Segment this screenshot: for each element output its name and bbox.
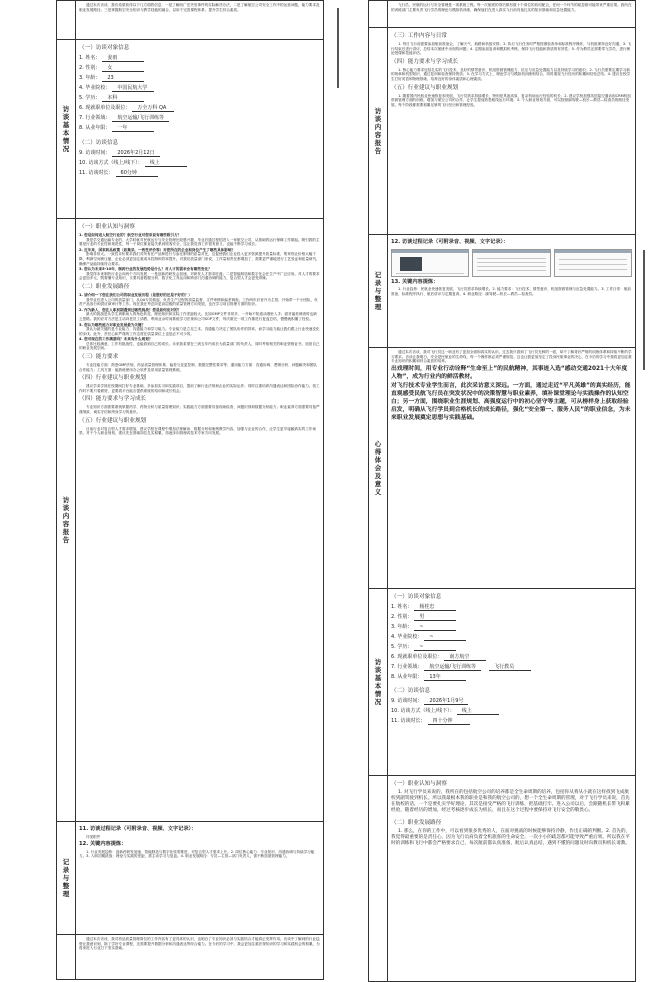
answer: 1. 对飞行学员来说的，我所在的包括航空公司的培养都是全生命周期的培养，包括你从将从小就在这样找到飞成航校到副驾驶到机长。所以我最根本我的职业是和我的航空公司的，想一个全生命周期的管理，对于飞行学员来说，首先在航校的话，一个是要扎实学好理论，其次是接受严格的飞行训练，把基础打牢。进入公司以后，会跟随机长带飞积累经验，随着经历的增加，经过考核逐步成长为机长，而且在这个过程中要保持对飞行安全的敬畏心。	[391, 790, 630, 813]
answer: 我觉得未来制药行业会向两个方向发展：一是创新药研发会加速，对研发人才需求旺盛；二是智能制造和数字化会在生产中广泛应用。对人才的要求会更加多元，既要懂专业知识，又要具备数据分析、数字化工具运用和跨部门沟通协调的能力，复合型人才会更受青睐。	[79, 271, 320, 281]
field-label: 11. 访谈时长：	[391, 717, 426, 724]
screenshot-row	[391, 249, 632, 277]
answer: 目前行业对复合型人才需求增加，建议学校在课程中增加法规解读、数据分析和案例教学内容，加强与企业的合作，让学生更早接触真实的工作场景。对于个人职业规划，建议先在基础岗位扎实积累，再逐步向管理或技术专家方向发展。	[79, 426, 316, 436]
section-heading: （一）职业认知与洞察	[79, 224, 135, 230]
answer: 我认为最关键的是专业能力、沟通能力和学习能力。专业能力是立足之本，沟通能力决定了团队协作的效率，而学习能力能让我们跟上行业快速变化的步伐。此外，责任心和严谨的工作态度在质量岗位上也是必不可少的。	[79, 327, 320, 336]
right-intro-label-cell	[369, 1, 388, 27]
left-intro-label-cell	[57, 1, 76, 39]
field-value: 航空运输/飞行训练等	[112, 115, 169, 123]
field-label: 3. 年龄：	[391, 623, 413, 630]
question: 2. 近年来，国家药品政策（如集采、一致性评价等）对您所在的企业和岗位产生了哪些具体影响？	[79, 247, 236, 252]
field-label: 2. 性别：	[79, 64, 101, 71]
right-basic-section	[368, 589, 636, 776]
answer: 影响非常大。一致性评价要求我们对所有在产品种进行与参比制剂的质量对比，这促使我们企业投入更多资源提升质量标准，集采则让价格大幅下降，利润空间被压缩，企业必须更加注重成本控制和效率提升。对我们质量部门来说，工作量和责任都增加了，需要更严谨地进行工艺验证和质量研究，确保产品能持续符合要求。	[79, 252, 320, 266]
field-value: 2026年1月9号	[424, 698, 468, 706]
field-employer	[391, 654, 632, 662]
field-years	[391, 674, 632, 682]
field-value: 女	[102, 65, 144, 73]
left-record-label: 记录与整理	[62, 858, 70, 898]
right-basic-label: 访谈基本情况	[374, 658, 382, 706]
field-label: 11. 访谈时长：	[79, 169, 114, 176]
left-intro-section	[56, 0, 324, 40]
field-years	[79, 125, 320, 133]
video-screenshot-1	[391, 249, 469, 277]
section-heading: （一）职业认知与洞察	[391, 781, 447, 787]
question: 1. 您是如何进入航空行业的？航空行业对您来说有哪些吸引力？	[79, 233, 182, 237]
record-text: 1. 行业趋势：民航业快速恢复发展，飞行员需求持续增长。2. 能力要求：飞行技术、情景意识、机组资源管理与应急处置能力。3. 工作日常：航前准备、标准程序执行、航后讲评与定期复训。4. 职业路径：副驾驶—机长—教员—检查员。	[391, 287, 631, 296]
answer: 专业知识方面需要系统掌握药学、药物分析与质量管理知识；实践能力方面需要具备现场检查、问题识别和数据分析能力；职业素养方面需要具备严谨细致、诚实守信和终身学习的意识。	[79, 405, 320, 415]
record-note: 详见附件	[86, 834, 101, 839]
right-intro-text: 飞行员，民航的运行与安全管理是一项系统工程。每一次航班的背后都有数十个岗位的协同配合，任何一个环节的疏忽都可能带来严重后果。我所在的训练部门主要负责飞行学员的理论与模拟机训练，确保他们在进入真实飞行前具备扎实的知识基础和应急处置能力。	[391, 3, 632, 12]
section-heading: （四）能力要求与学习成长	[391, 58, 459, 65]
right-obj-title: （一）访谈对象信息	[391, 594, 442, 600]
right-content-label-cell	[369, 28, 388, 234]
record-heading: 11. 访谈过程记录（可附录音、视频、文字记录）：	[79, 826, 197, 832]
feel-highlight	[391, 365, 632, 422]
right-content2-section	[368, 776, 636, 982]
left-content-label: 访谈内容报告	[62, 496, 70, 544]
field-value: 姜雨	[102, 55, 144, 63]
question: 2. 作为新人，您在入职初期遇到过哪些挑战？您是如何应对的？	[79, 307, 182, 312]
field-label: 9. 访谈时间：	[391, 697, 423, 704]
right-scrollbar[interactable]	[643, 250, 645, 370]
answer: 最大的挑战是从学生到职场人的角色转变，理论知识和实际工作差距较大。比如GMP文件非常多，一开始不知道从哪里入手；面对偏差调查时也缺乏思路。我的应对方法是主动向老员工请教，利用业余时间系统学习法规和公司SOP文件，每次做完一项工作都进行复盘总结，慢慢就积累了经验。	[79, 312, 317, 321]
record-heading: 12. 访谈过程记录（可附录音、视频、文字记录）：	[391, 239, 509, 245]
left-record-section	[56, 822, 324, 935]
field-value: 杨桂忠	[414, 604, 456, 612]
field-industry	[391, 664, 632, 672]
right-basic-label-cell	[369, 589, 388, 775]
field-value: 男	[414, 614, 456, 622]
field-value-role: 飞行教员	[489, 664, 531, 672]
field-school	[79, 85, 320, 93]
left-content-body	[76, 219, 323, 821]
field-label: 8. 从业年限：	[79, 124, 111, 131]
answer: 1. 随着国内民航业快速恢复和发展，飞行员需求持续增长，特别是具备高原、复杂机场运行经验的机长；2. 建议学校加强英语陆空通话和CRM机组资源管理方面的训练，增加与航空公司的合作，让学生提前熟悉航线运行环境；3. 个人职业规划方面，可以按照副驾驶—机长—教员—检查员的路径发展，每个阶段都需要积累足够的飞行经历和管理经验。	[391, 93, 631, 107]
field-degree	[79, 95, 320, 103]
field-degree	[391, 644, 632, 652]
left-basic-section	[56, 40, 324, 219]
field-label: 5. 学历：	[391, 643, 413, 650]
video-screenshot-2	[472, 249, 550, 277]
field-label: 4. 毕业院校：	[79, 84, 111, 91]
field-age	[391, 624, 632, 632]
left-content-section	[56, 219, 324, 822]
left-record-body	[76, 822, 323, 934]
section-heading: （二）职业发展路径	[79, 283, 130, 290]
field-employer	[79, 105, 320, 113]
field-label: 8. 从业年限：	[391, 673, 423, 680]
left-basic-body	[76, 40, 323, 218]
field-value: 60分钟	[116, 170, 158, 178]
right-content-section	[368, 28, 636, 235]
field-gender	[391, 614, 632, 622]
field-school	[391, 634, 632, 642]
left-basic-label-cell	[57, 40, 76, 218]
field-label: 1. 姓名：	[391, 603, 413, 610]
answer: 1. 核心能力要求包括扎实的飞行技术、良好的情景意识、机组资源管理能力、抗压与应急处置能力以及持续学习的意识；2. 飞行员需要定期学习新的规章和机型知识，通过复训和检查保持资质；3. 在学习方式上，理论学习与模拟机训练相结合，同时重视飞行经历的积累和经验总结；4. 建议在校学生打好英语和物理基础，培养良好的身体素质和心理素质。	[391, 67, 631, 81]
question: 3. 您认为未来5-10年，制药行业的发展趋势是什么？对人才的需求会有哪些变化？	[79, 267, 212, 272]
left-record-label-cell	[57, 822, 76, 934]
field-label: 7. 行业领域：	[391, 663, 423, 670]
field-label: 5. 学历：	[79, 94, 101, 101]
right-record-section	[368, 235, 636, 348]
answer: 我毕业后进入公司的质量部门，从QA专员做起，负责生产过程的质量监督、文件审核和偏差调查。工作两年后晋升为主管，开始带一个小团队，负责产品放行和供应商审计等工作。现在我在考虑向更高层级的质量管理方向发展，也在学习项目管理方面的知识。	[79, 297, 318, 307]
feel-bold-1: 出戏理时间，用专业行动诠释“生命至上”的民航精神，其事迹入选“感动交通2021十大年度人物”，成为行业内的鲜活教材。	[391, 365, 628, 380]
left-bottom-label-cell	[57, 935, 76, 979]
left-basic-label: 访谈基本情况	[62, 105, 70, 153]
answer: 1. 那么，在你的工作中，可以看到很多优秀的人，在面对挑战的时候能够保持冷静，作出正确的判断。2. 首先的，我觉得最重要的是责任心，因为飞行员肩负着全机旅客的生命安全，一次小小的疏忽都可能导致严重后果。所以我在平时的训练和飞行中都会严格要求自己，每次航前都认真准备，航后认真总结，遇到不懂的问题及时向教员和机长请教。	[391, 829, 631, 846]
field-label: 1. 姓名：	[79, 54, 101, 61]
section-heading: （四）行业建议与职业规划	[79, 375, 147, 382]
field-label: 3. 年龄：	[79, 74, 101, 81]
section-heading: （五）行业建议与职业规划	[391, 84, 459, 91]
field-label: 2. 性别：	[391, 613, 413, 620]
right-content-body	[388, 28, 635, 234]
field-value: 13年	[424, 674, 466, 682]
right-content-label: 访谈内容报告	[374, 107, 382, 155]
left-page-column	[56, 0, 324, 980]
question: 3. 您认为哪些能力对职业发展最为关键？	[79, 322, 146, 327]
field-value: 中国民航大学	[112, 85, 154, 93]
field-value: 南方航空	[444, 654, 486, 662]
field-value: 航空运输/飞行训练等	[424, 664, 481, 672]
record-text: 1. 行业发展趋势：创新药研发加速、智能制造与数字化转型推进，对复合型人才需求上升。2. 岗位核心能力：专业知识、沟通协调与持续学习能力。3. 入职初期挑战：理论与实践的差距，需主动学习与复盘。4. 职业发展路径：专员—主管—部门负责人，需不断拓展管理能力。	[79, 849, 315, 859]
question: 4. 您对现在的工作满意吗？未来有什么规划？	[79, 337, 153, 342]
left-intro-body	[76, 1, 323, 39]
answer: 专业技能方面：熟悉GMP法规、药品质量管理体系、偏差与变更控制、数据完整性要求等；通用能力方面：沟通协调、逻辑分析、问题解决和团队合作能力；工具方面：能熟练使用办公软件及常用质量管理系统。	[79, 363, 317, 372]
field-label: 10. 访谈方式（线上/线下）：	[79, 159, 143, 166]
right-feel-section	[368, 348, 636, 589]
field-value: ~	[414, 644, 456, 652]
field-label: 6. 现就职单位及职位：	[79, 104, 131, 111]
right-content2-label-cell	[369, 776, 388, 981]
left-bottom-body	[76, 935, 323, 979]
field-industry	[79, 115, 320, 123]
right-intro-body	[388, 1, 635, 27]
right-record-label: 记录与整理	[374, 271, 382, 311]
field-label: 7. 行业领域：	[79, 114, 111, 121]
right-intro-section	[368, 0, 636, 28]
field-age	[79, 75, 320, 83]
field-date	[79, 150, 320, 158]
section-heading: （三）能力要求	[79, 354, 119, 361]
field-label: 9. 访谈时间：	[79, 149, 111, 156]
left-bottom-text: 通过本次访谈，我对药品质量管理岗位的工作内容有了更具体的认识，也明白了专业知识必须与实践结合才能真正发挥作用。访谈中了解到的行业趋势让我意识到，除了学好专业课程，还需要提升数据分析和沟通表达等综合能力。在今后的学习中，我会更加注重法规知识的学习和实践机会的积累，为将来进入行业打下坚实基础。	[79, 937, 320, 951]
left-intro-text: 通过本次访谈，我们希望获得以下几方面的信息：一是了解西广岳突发事件的实际解决办法，二是了解航空公司安全工作中的运营问题，能力要求及职业发展路径；三是掌握航空安全知识与教学技能的融合，以用于完善课程体系，提升学生综合素质。	[79, 3, 320, 12]
right-content2-body	[388, 776, 635, 981]
answer: 总体比较满意，工作有挑战性，也能看到自己的成长。未来我希望在三到五年内成长为质量部门的负责人，同时考取相关的职业资格证书，拓宽自己的职业发展空间。	[79, 341, 320, 351]
field-duration	[79, 170, 320, 178]
record-heading: 12. 关键内容提炼：	[79, 841, 127, 848]
right-record-body	[388, 235, 635, 347]
feel-bold-2: 对飞行技术专业学生而言，此次采访意义深远。一方面，通过走近“平凡英雄”的真实经历，能直观感受民航飞行员在突发状况中的决策智慧与职业素养，填补课堂理论与实践操作的认知空白；另一方面，围绕职业生涯规划、高强度运行中的初心坚守等主题，可从榜样身上获取经验启发，明确从飞行学员到合格机长的成长路径，强化“安全第一、服务人民”的职业信念，为未来职业发展奠定思想与实践基础。	[391, 382, 631, 421]
answer: 1. 每日飞行前需要参加航前准备会，了解天气、航路和机组安排；2. 执行飞行任务时严格按照检查单和标准程序操作，与机组保持良好沟通；3. 飞行结束后进行讲评，总结本次航班中出现的问题；4. 定期参加复训和模拟机考核，保持飞行技能和资质的有效性；5. 作为教员还需要带飞学员，进行理论授课和技能评估。	[391, 42, 631, 56]
right-record-label-cell	[369, 235, 388, 347]
field-mode	[79, 160, 320, 168]
right-feel-label-cell	[369, 348, 388, 588]
left-bottom-section	[56, 935, 324, 980]
answer: 我是学交通运输专业的，大学时就对民航运行与安全管理比较感兴趣，毕业后通过校招进入一家航空公司，从基础的运行保障工作做起。吸引我的主要是行业的专业性和规范性，每一个岗位都直接关系到旅客安全，这让我觉得工作很有意义，也能不断学习成长。	[79, 237, 320, 247]
field-value: 万全万科 QA	[132, 105, 174, 113]
field-label: 10. 访谈方式（线上/线下）：	[391, 707, 455, 714]
question: 1. 请介绍一下您在我们公司的职业发展历程（是想好的还是不好的？）	[79, 292, 192, 297]
field-value: 线上	[457, 708, 499, 716]
right-feel-label: 心得体会及意义	[374, 440, 382, 496]
field-name	[391, 604, 632, 612]
right-feel-body	[388, 348, 635, 588]
section-heading: （五）行业建议与职业规划	[79, 417, 147, 424]
feel-text: 通过本次访谈，我对飞行员这一职业有了更加全面和真实的认识。过去我只看到了飞行员光鲜的一面，却不了解背后严格的训练体系和持续不断的学习要求。访谈让我明白，安全是民航业的生命线，每一个操作都必须严谨规范。这也让我更加坚定了投身民航事业的决心，在今后的学习中我将更加注重专业知识的积累和综合素质的培养。	[391, 350, 632, 364]
right-page-column	[368, 0, 636, 982]
field-name	[79, 55, 320, 63]
field-value: 线上	[145, 160, 187, 168]
answer: 建议学弟学妹在校期间打好专业基础，多参加实习和实践项目，提前了解行业法规和企业的实际运作；同时注重培养沟通表达和团队协作能力。找工作时不要只看薪资，更要看平台能否提供系统的培训和成长机会。	[79, 384, 320, 393]
field-value: 四十分钟	[428, 718, 470, 726]
field-value: ~	[424, 634, 466, 642]
right-info-title: （二）访谈信息	[391, 688, 431, 694]
record-heading: 13. 关键内容提炼：	[391, 278, 439, 285]
field-value: 本科	[102, 95, 144, 103]
field-label: 6. 现就职单位及职位：	[391, 653, 443, 660]
video-screenshot-3	[554, 249, 632, 277]
left-info-title: （二）访谈信息	[79, 140, 119, 146]
right-basic-body	[388, 589, 635, 775]
section-heading: （四）能力要求与学习成长	[79, 396, 147, 403]
field-value: 23	[102, 75, 144, 83]
section-heading: （三）工作内容与日常	[391, 33, 447, 39]
field-duration	[391, 718, 632, 726]
field-value: ~	[414, 624, 456, 632]
field-label: 4. 毕业院校：	[391, 633, 423, 640]
left-scrollbar[interactable]	[337, 8, 339, 88]
field-gender	[79, 65, 320, 73]
field-date	[391, 698, 632, 706]
left-content-label-cell	[57, 219, 76, 821]
left-obj-title: （一）访谈对象信息	[79, 45, 130, 51]
field-mode	[391, 708, 632, 716]
section-heading: （二）职业发展路径	[391, 820, 442, 826]
field-value: 2026年2月12日	[112, 150, 159, 158]
field-value: 一年	[112, 125, 154, 133]
